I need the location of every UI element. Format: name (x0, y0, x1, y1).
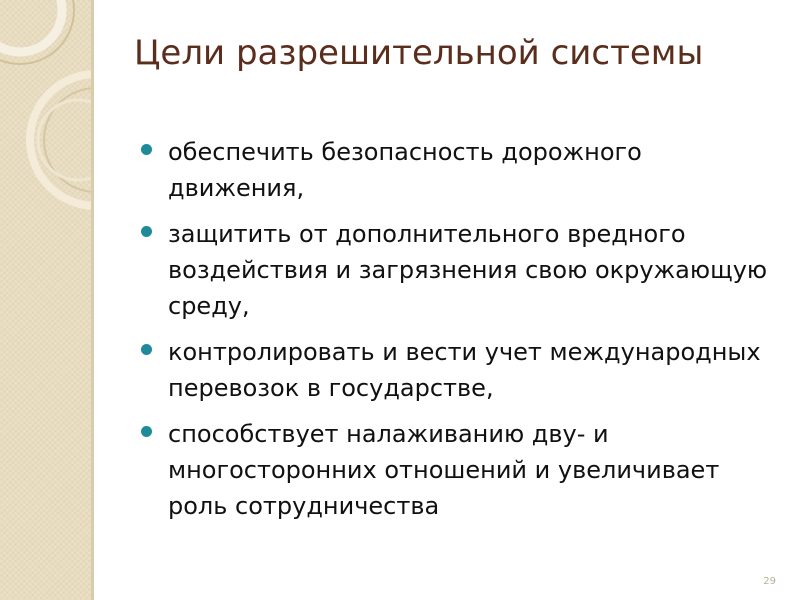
bullet-text: защитить от дополнительного вредного воздействия и загрязнения свою окружающую среду, (168, 220, 768, 320)
slide-title: Цели разрешительной системы (134, 33, 704, 73)
bullet-item (141, 134, 781, 206)
bullet-dot-icon (141, 426, 152, 437)
bullet-dot-icon (141, 226, 152, 237)
bullet-item (141, 216, 781, 324)
bullet-text: обеспечить безопасность дорожного движения, (168, 138, 642, 202)
bullet-dot-icon (141, 344, 152, 355)
page-number: 29 (763, 576, 776, 587)
bullet-item (141, 416, 781, 524)
bullet-text: способствует налаживанию дву- и многосторонних отношений и увеличивает роль сотрудничества (168, 420, 720, 520)
bullet-item (141, 334, 781, 406)
bullet-list (141, 134, 781, 534)
side-divider (91, 0, 94, 600)
bullet-dot-icon (141, 144, 152, 155)
decorative-rings (0, 0, 91, 600)
decorative-side-panel (0, 0, 91, 600)
bullet-text: контролировать и вести учет международных перевозок в государстве, (168, 338, 761, 402)
